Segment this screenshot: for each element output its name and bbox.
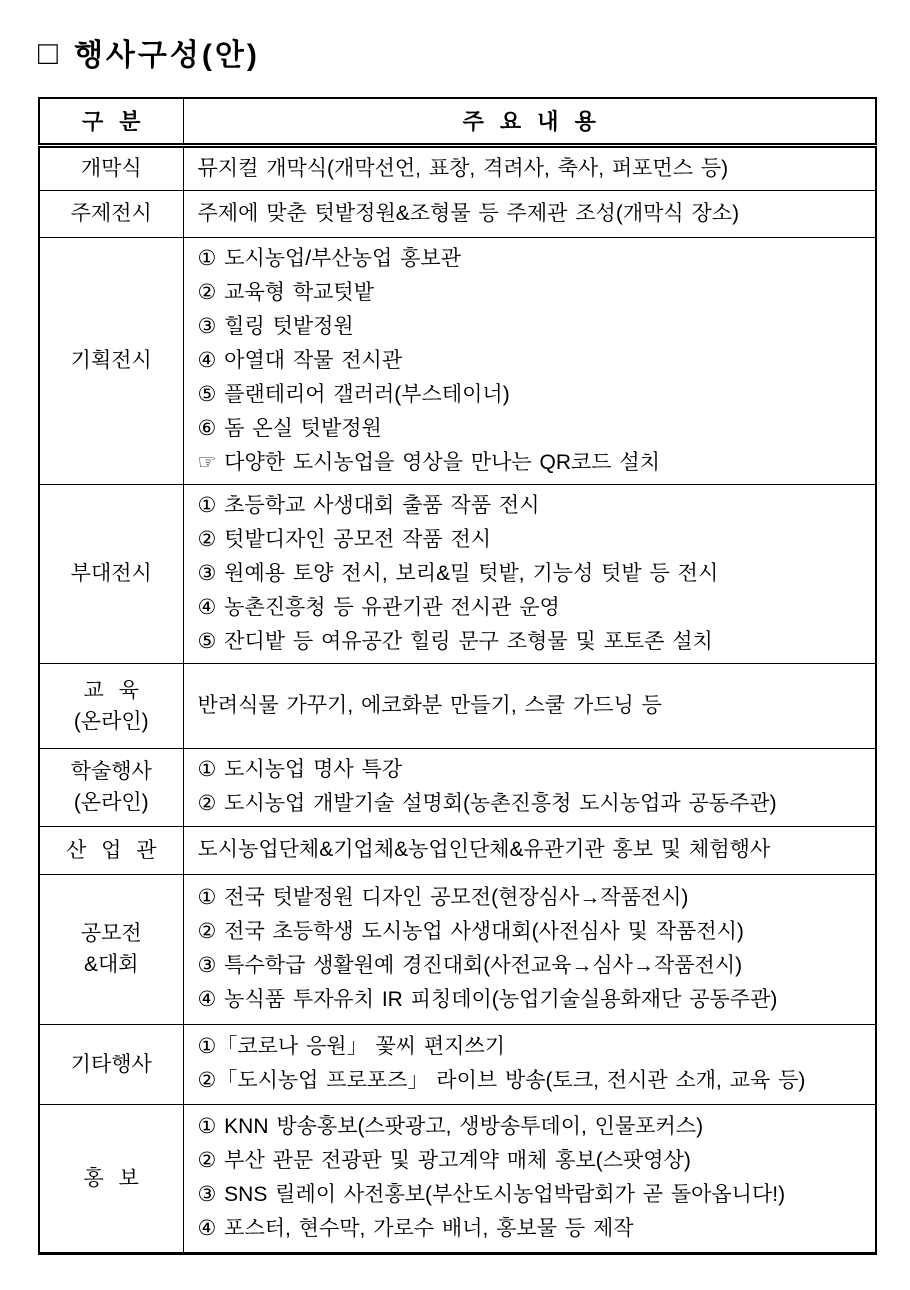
table-row bbox=[39, 748, 876, 826]
row-category-cell bbox=[39, 145, 183, 190]
table-row bbox=[39, 663, 876, 748]
table-row bbox=[39, 874, 876, 1024]
content-line: ④ 포스터, 현수막, 가로수 배너, 홍보물 등 제작 bbox=[197, 1217, 634, 1240]
row-category-line: (온라인) bbox=[73, 791, 149, 814]
content-line: ② 텃밭디자인 공모전 작품 전시 bbox=[197, 527, 492, 551]
event-composition-table bbox=[38, 97, 877, 1255]
row-category-cell bbox=[39, 826, 183, 874]
content-line: ③ 힐링 텃밭정원 bbox=[197, 314, 354, 338]
row-content-cell bbox=[183, 663, 876, 748]
content-line: ② 교육형 학교텃밭 bbox=[197, 280, 374, 304]
row-content-cell bbox=[183, 1104, 876, 1253]
content-line: ③ SNS 릴레이 사전홍보(부산도시농업박람회가 곧 돌아옵니다!) bbox=[197, 1183, 786, 1206]
row-content-cell bbox=[183, 145, 876, 190]
row-content-cell bbox=[183, 190, 876, 237]
table-row bbox=[39, 190, 876, 237]
row-category-cell bbox=[39, 484, 183, 663]
row-category-line: 부대전시 bbox=[70, 562, 152, 585]
content-line: ① 전국 텃밭정원 디자인 공모전(현장심사→작품전시) bbox=[197, 886, 689, 909]
row-category-line: 홍 보 bbox=[83, 1166, 139, 1190]
content-line: ③ 원예용 토양 전시, 보리&밀 텃밭, 기능성 텃밭 등 전시 bbox=[197, 561, 719, 585]
content-line: ① 도시농업/부산농업 홍보관 bbox=[197, 246, 461, 270]
content-line: ①「코로나 응원」 꽃씨 편지쓰기 bbox=[197, 1035, 505, 1058]
table-row bbox=[39, 1024, 876, 1104]
row-category-cell bbox=[39, 1104, 183, 1253]
row-category-line: &대회 bbox=[83, 953, 139, 976]
table-row bbox=[39, 484, 876, 663]
content-line: ⑤ 플랜테리어 갤러러(부스테이너) bbox=[197, 382, 510, 406]
row-category-cell bbox=[39, 237, 183, 484]
column-header-content: 주 요 내 용 bbox=[183, 98, 876, 145]
content-line: ⑤ 잔디밭 등 여유공간 힐링 문구 조형물 및 포토존 설치 bbox=[197, 629, 713, 653]
content-line: ② 부산 관문 전광판 및 광고계약 매체 홍보(스팟영상) bbox=[197, 1149, 691, 1172]
content-line: 도시농업단체&기업체&농업인단체&유관기관 홍보 및 체험행사 bbox=[197, 838, 771, 861]
content-line: ④ 농촌진흥청 등 유관기관 전시관 운영 bbox=[197, 595, 560, 619]
content-line: ④ 아열대 작물 전시관 bbox=[197, 348, 403, 372]
content-line: 뮤지컬 개막식(개막선언, 표창, 격려사, 축사, 퍼포먼스 등) bbox=[197, 156, 729, 180]
content-line: ②「도시농업 프로포즈」 라이브 방송(토크, 전시관 소개, 교육 등) bbox=[197, 1069, 806, 1092]
row-content-cell bbox=[183, 237, 876, 484]
content-line: 주제에 맞춘 텃밭정원&조형물 등 주제관 조성(개막식 장소) bbox=[197, 201, 740, 225]
row-category-line: 산 업 관 bbox=[65, 838, 157, 862]
content-line: ④ 농식품 투자유치 IR 피칭데이(농업기술실용화재단 공동주관) bbox=[197, 988, 778, 1011]
row-category-line: (온라인) bbox=[73, 709, 149, 733]
row-content-cell bbox=[183, 826, 876, 874]
row-content-cell bbox=[183, 874, 876, 1024]
table-row bbox=[39, 237, 876, 484]
table-body bbox=[39, 145, 876, 1253]
row-category-line: 공모전 bbox=[80, 922, 142, 945]
row-category-cell bbox=[39, 874, 183, 1024]
section-title bbox=[38, 32, 877, 72]
table-header-row bbox=[39, 98, 876, 145]
square-bullet-icon: □ bbox=[38, 33, 58, 71]
row-category-cell bbox=[39, 190, 183, 237]
content-line: ② 도시농업 개발기술 설명회(농촌진흥청 도시농업과 공동주관) bbox=[197, 792, 777, 815]
table-row bbox=[39, 826, 876, 874]
row-category-line: 개막식 bbox=[80, 157, 142, 180]
row-category-cell bbox=[39, 748, 183, 826]
content-line: ⑥ 돔 온실 텃밭정원 bbox=[197, 416, 382, 440]
table-row bbox=[39, 145, 876, 190]
row-category-line: 교 육 bbox=[83, 678, 139, 702]
row-category-line: 기타행사 bbox=[70, 1052, 152, 1076]
content-line: 반려식물 가꾸기, 에코화분 만들기, 스쿨 가드닝 등 bbox=[197, 693, 662, 717]
column-header-category: 구 분 bbox=[39, 98, 183, 145]
content-line: ① KNN 방송홍보(스팟광고, 생방송투데이, 인물포커스) bbox=[197, 1115, 704, 1138]
row-content-cell bbox=[183, 1024, 876, 1104]
row-category-cell bbox=[39, 1024, 183, 1104]
row-content-cell bbox=[183, 748, 876, 826]
row-content-cell bbox=[183, 484, 876, 663]
row-category-cell bbox=[39, 663, 183, 748]
content-line: ☞ 다양한 도시농업을 영상을 만나는 QR코드 설치 bbox=[197, 450, 660, 474]
content-line: ① 초등학교 사생대회 출품 작품 전시 bbox=[197, 493, 540, 517]
content-line: ③ 특수학급 생활원예 경진대회(사전교육→심사→작품전시) bbox=[197, 954, 743, 977]
row-category-line: 학술행사 bbox=[70, 760, 152, 783]
content-line: ② 전국 초등학생 도시농업 사생대회(사전심사 및 작품전시) bbox=[197, 920, 744, 943]
row-category-line: 주제전시 bbox=[70, 202, 152, 225]
content-line: ① 도시농업 명사 특강 bbox=[197, 758, 403, 781]
row-category-line: 기획전시 bbox=[70, 349, 152, 372]
table-row bbox=[39, 1104, 876, 1253]
page-title: 행사구성(안) bbox=[73, 39, 260, 72]
